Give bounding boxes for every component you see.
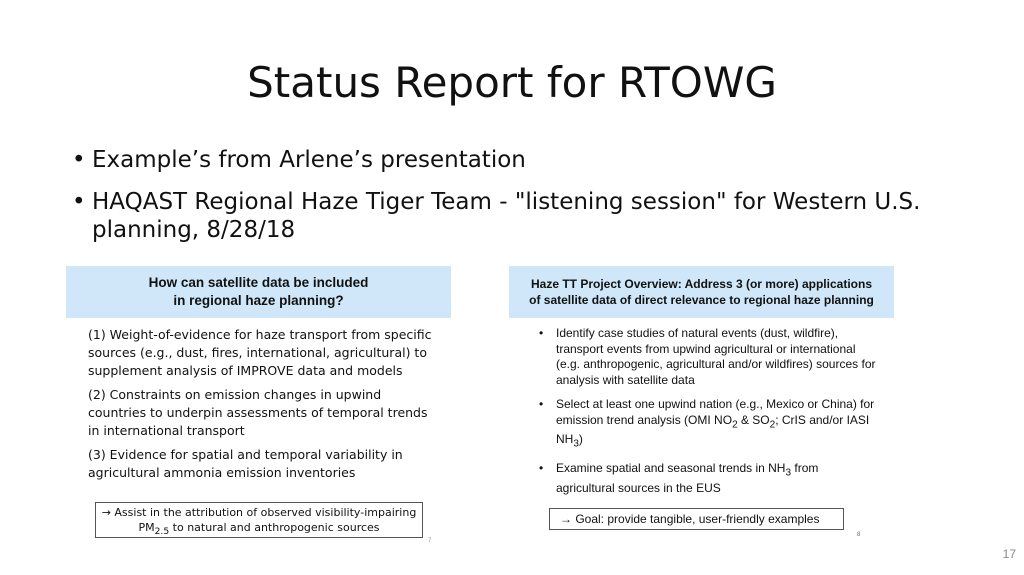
- left-panel-image: [66, 266, 451, 546]
- item3-text-a: Examine spatial and seasonal trends in NH: [556, 461, 786, 476]
- left-panel-item: (1) Weight-of-evidence for haze transport from specific sources (e.g., dust, fires, international, agricultural) to supplement analysis of IMPROVE data and models: [88, 327, 432, 378]
- item2-text-c: ; CrIS and/or IASI NH: [556, 412, 870, 447]
- left-header-line2: in regional haze planning?: [173, 293, 344, 308]
- right-panel-item: • Identify case studies of natural events (dust, wildfire), transport events from upwind agricultural or international (e.g. anthropogenic, agricultural and/or wildfires) sources for analysis with satellite data: [539, 326, 879, 388]
- item2-text-b: & SO: [737, 412, 770, 427]
- left-header-line1: How can satellite data be included: [148, 275, 369, 290]
- note-pm-sub: 2.5: [154, 526, 170, 538]
- left-panel-item: (3) Evidence for spatial and temporal variability in agricultural ammonia emission inventories: [88, 447, 403, 480]
- left-panel-items: [88, 326, 438, 488]
- item2-sub3: 3: [573, 438, 579, 450]
- note-pm: PM: [138, 521, 155, 534]
- bullet-item: • HAQAST Regional Haze Tiger Team - "listening session" for Western U.S. planning, 8/28/18: [72, 188, 952, 244]
- bullet-item: • Example’s from Arlene’s presentation: [72, 146, 952, 174]
- right-panel-item: [539, 461, 879, 496]
- right-panel-page-number: 8: [857, 532, 861, 538]
- note-line1: → Assist in the attribution of observed visibility-impairing: [101, 506, 417, 519]
- right-panel-item: [539, 397, 879, 452]
- note-line2: [96, 520, 422, 539]
- item2-text-d: ): [578, 432, 583, 447]
- slide-title: Status Report for RTOWG: [247, 58, 777, 107]
- right-header-line1: Haze TT Project Overview: Address 3 (or more) applications: [531, 277, 872, 291]
- right-panel-items: [539, 326, 879, 506]
- item2-sub2: 2: [769, 418, 776, 430]
- right-header-line2: of satellite data of direct relevance to regional haze planning: [529, 293, 874, 307]
- item3-sub: 3: [785, 467, 792, 479]
- right-panel-image: [509, 266, 894, 546]
- left-panel-page-number: 7: [428, 538, 432, 544]
- bullet-list: [72, 146, 952, 258]
- right-panel-header: [509, 266, 894, 318]
- left-panel-item: (2) Constraints on emission changes in upwind countries to underpin assessments of temporal trends in international transport: [88, 387, 428, 438]
- item3-text-b: from agricultural sources in the EUS: [556, 461, 819, 496]
- slide-number: 17: [1002, 547, 1016, 561]
- item2-sub1: 2: [732, 418, 738, 430]
- note-line2-rest: to natural and anthropogenic sources: [169, 521, 380, 534]
- item2-text-a: Select at least one upwind nation (e.g., Mexico or China) for emission trend analysis (OMI NO: [556, 397, 875, 427]
- left-panel-header: [66, 266, 451, 318]
- right-panel-goal: → Goal: provide tangible, user-friendly examples: [549, 508, 844, 530]
- left-panel-note: [95, 502, 423, 538]
